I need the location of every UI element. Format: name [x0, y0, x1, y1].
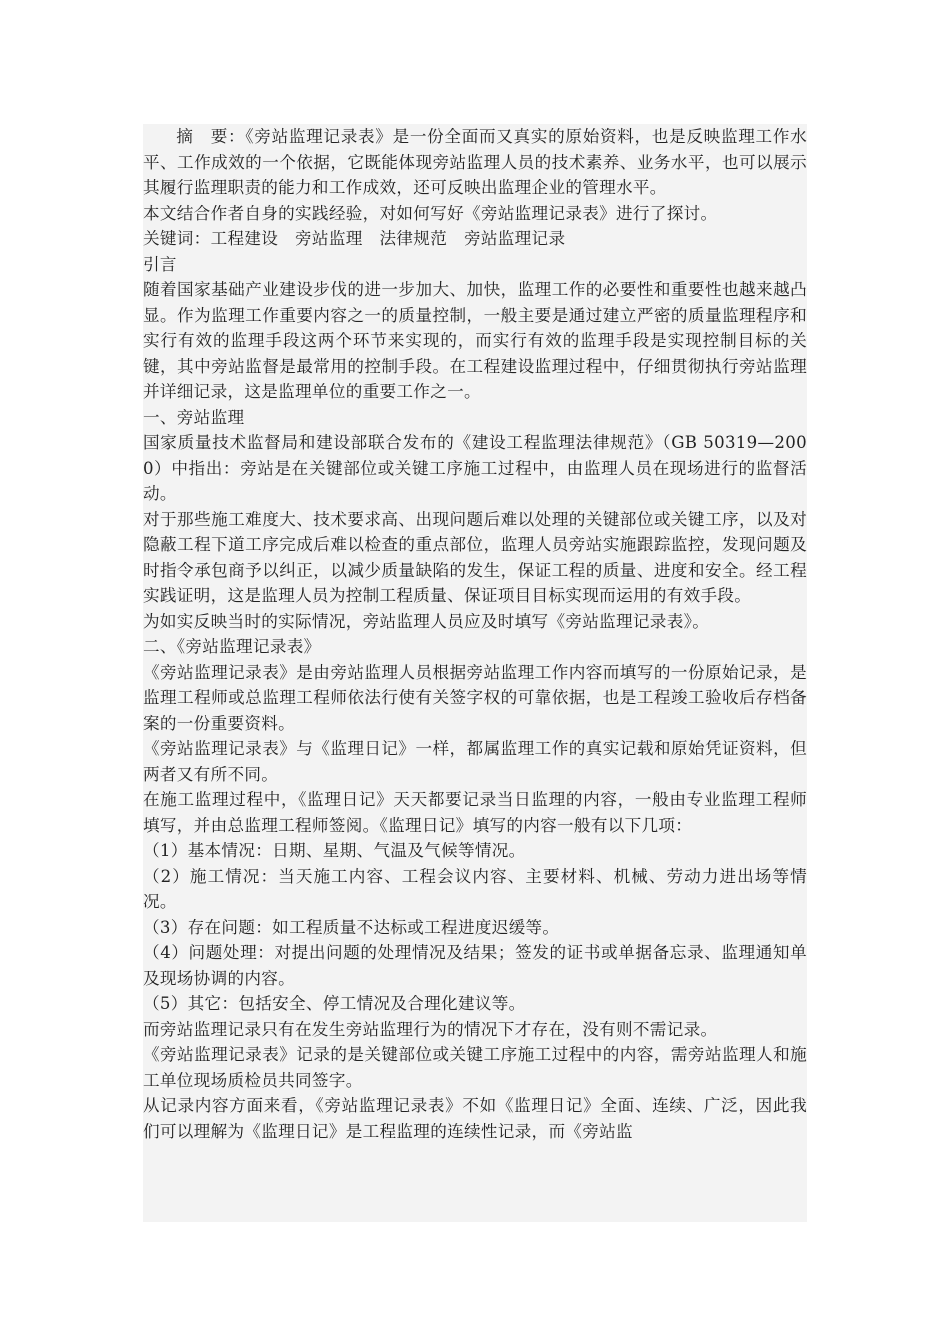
list-item: （4）问题处理：对提出问题的处理情况及结果；签发的证书或单据备忘录、监理通知单及现场协调的内容。 [143, 943, 807, 988]
body-paragraph: 《旁站监理记录表》记录的是关键部位或关键工序施工过程中的内容，需旁站监理人和施工单位现场质检员共同签字。 [143, 1045, 807, 1090]
list-item: （3）存在问题：如工程质量不达标或工程进度迟缓等。 [143, 917, 560, 937]
body-paragraph: 国家质量技术监督局和建设部联合发布的《建设工程监理法律规范》（GB 50319—2000）中指出：旁站是在关键部位或关键工序施工过程中，由监理人员在现场进行的监督活动。 [143, 433, 807, 503]
abstract-paragraph-2: 本文结合作者自身的实践经验，对如何写好《旁站监理记录表》进行了探讨。 [143, 203, 718, 223]
list-item: （2）施工情况：当天施工内容、工程会议内容、主要材料、机械、劳动力进出场等情况。 [143, 866, 807, 911]
body-paragraph: 从记录内容方面来看，《旁站监理记录表》不如《监理日记》全面、连续、广泛，因此我们可以理解为《监理日记》是工程监理的连续性记录，而《旁站监 [143, 1096, 807, 1141]
body-paragraph: 为如实反映当时的实际情况，旁站监理人员应及时填写《旁站监理记录表》。 [143, 611, 710, 631]
body-paragraph: 《旁站监理记录表》是由旁站监理人员根据旁站监理工作内容而填写的一份原始记录，是监理工程师或总监理工程师依法行使有关签字权的可靠依据，也是工程竣工验收后存档备案的一份重要资料。 [143, 662, 807, 733]
body-paragraph: 在施工监理过程中，《监理日记》天天都要记录当日监理的内容，一般由专业监理工程师填写，并由总监理工程师签阅。《监理日记》填写的内容一般有以下几项： [143, 790, 807, 835]
section-heading-intro: 引言 [143, 254, 177, 274]
list-item: （1）基本情况：日期、星期、气温及气候等情况。 [143, 841, 526, 860]
section-heading-2: 二、《旁站监理记录表》 [143, 637, 321, 656]
body-paragraph: 随着国家基础产业建设步伐的进一步加大、加快，监理工作的必要性和重要性也越来越凸显。作为监理工作重要内容之一的质量控制，一般主要是通过建立严密的质量监理程序和实行有效的监理手段这两个环节来实现的，而实行有效的监理手段是实现控制目标的关键，其中旁站监督是最常用的控制手段。在工程建设监理过程中，仔细贯彻执行旁站监理并详细记录，这是监理单位的重要工作之一。 [143, 280, 807, 401]
body-paragraph: 对于那些施工难度大、技术要求高、出现问题后难以处理的关键部位或关键工序，以及对隐蔽工程下道工序完成后难以检查的重点部位，监理人员旁站实施跟踪监控，发现问题及时指令承包商予以纠正，以减少质量缺陷的发生，保证工程的质量、进度和安全。经工程实践证明，这是监理人员为控制工程质量、保证项目目标实现而运用的有效手段。 [143, 509, 807, 605]
body-paragraph: 《旁站监理记录表》与《监理日记》一样，都属监理工作的真实记载和原始凭证资料，但两者又有所不同。 [143, 739, 807, 784]
keywords-line: 关键词：工程建设 旁站监理 法律规范 旁站监理记录 [143, 229, 566, 248]
abstract-paragraph: 摘 要：《旁站监理记录表》是一份全面而又真实的原始资料，也是反映监理工作水平、工作成效的一个依据，它既能体现旁站监理人员的技术素养、业务水平，也可以展示其履行监理职责的能力和工作成效，还可反映出监理企业的管理水平。 [143, 127, 807, 197]
body-paragraph: 而旁站监理记录只有在发生旁站监理行为的情况下才存在，没有则不需记录。 [143, 1019, 718, 1039]
document-body [143, 124, 807, 1222]
section-heading-1: 一、旁站监理 [143, 407, 245, 427]
list-item: （5）其它：包括安全、停工情况及合理化建议等。 [143, 994, 526, 1013]
